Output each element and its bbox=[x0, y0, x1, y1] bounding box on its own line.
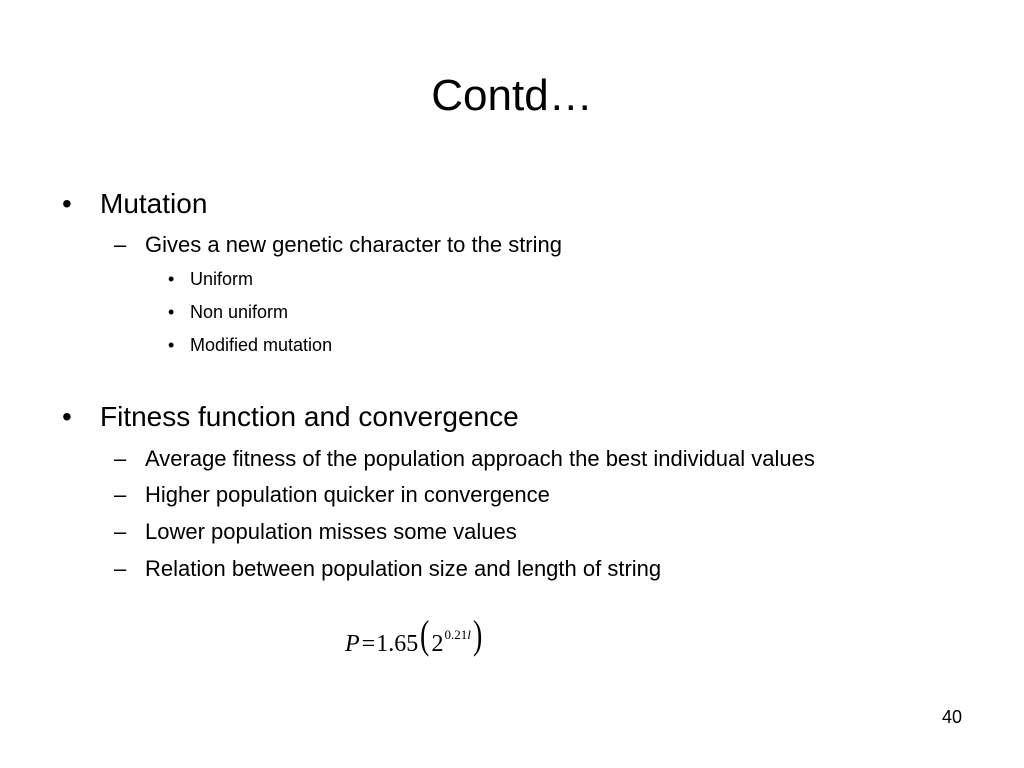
formula-open-paren: ( bbox=[420, 612, 430, 657]
formula-close-paren: ) bbox=[472, 612, 483, 657]
sub-bullet-label: Higher population quicker in convergence bbox=[145, 482, 550, 507]
formula-equals: = bbox=[361, 631, 376, 657]
sub-bullet-label: Relation between population size and length of string bbox=[145, 556, 662, 581]
formula-lhs: P bbox=[345, 631, 360, 657]
bullet-marker: • bbox=[62, 401, 72, 432]
bullet-label: Mutation bbox=[100, 188, 208, 219]
sub-sub-bullet-label: Non uniform bbox=[190, 302, 289, 322]
formula-exponent bbox=[445, 627, 471, 642]
sub-bullet-label: Gives a new genetic character to the string bbox=[145, 232, 562, 257]
bullet-marker: • bbox=[168, 269, 175, 289]
bullet-marker: • bbox=[62, 188, 72, 219]
slide-title: Contd… bbox=[431, 71, 593, 120]
dash-marker: – bbox=[114, 232, 127, 257]
dash-marker: – bbox=[114, 519, 127, 544]
bullet-marker: • bbox=[168, 335, 175, 355]
sub-bullet-label: Average fitness of the population approach the best individual values bbox=[145, 446, 815, 471]
dash-marker: – bbox=[114, 482, 127, 507]
dash-marker: – bbox=[114, 556, 127, 581]
formula-coefficient: 1.65 bbox=[376, 631, 419, 657]
sub-sub-bullet-label: Uniform bbox=[190, 269, 254, 289]
formula-exponent-variable: l bbox=[467, 627, 471, 642]
formula-base: 2 bbox=[431, 631, 444, 657]
bullet-marker: • bbox=[168, 302, 175, 322]
sub-bullet-label: Lower population misses some values bbox=[145, 519, 517, 544]
formula-exponent-coefficient: 0.21 bbox=[444, 627, 468, 642]
page-number: 40 bbox=[941, 707, 962, 727]
bullet-label: Fitness function and convergence bbox=[100, 401, 519, 432]
population-size-formula bbox=[345, 612, 484, 658]
dash-marker: – bbox=[114, 446, 127, 471]
sub-sub-bullet-label: Modified mutation bbox=[190, 335, 333, 355]
